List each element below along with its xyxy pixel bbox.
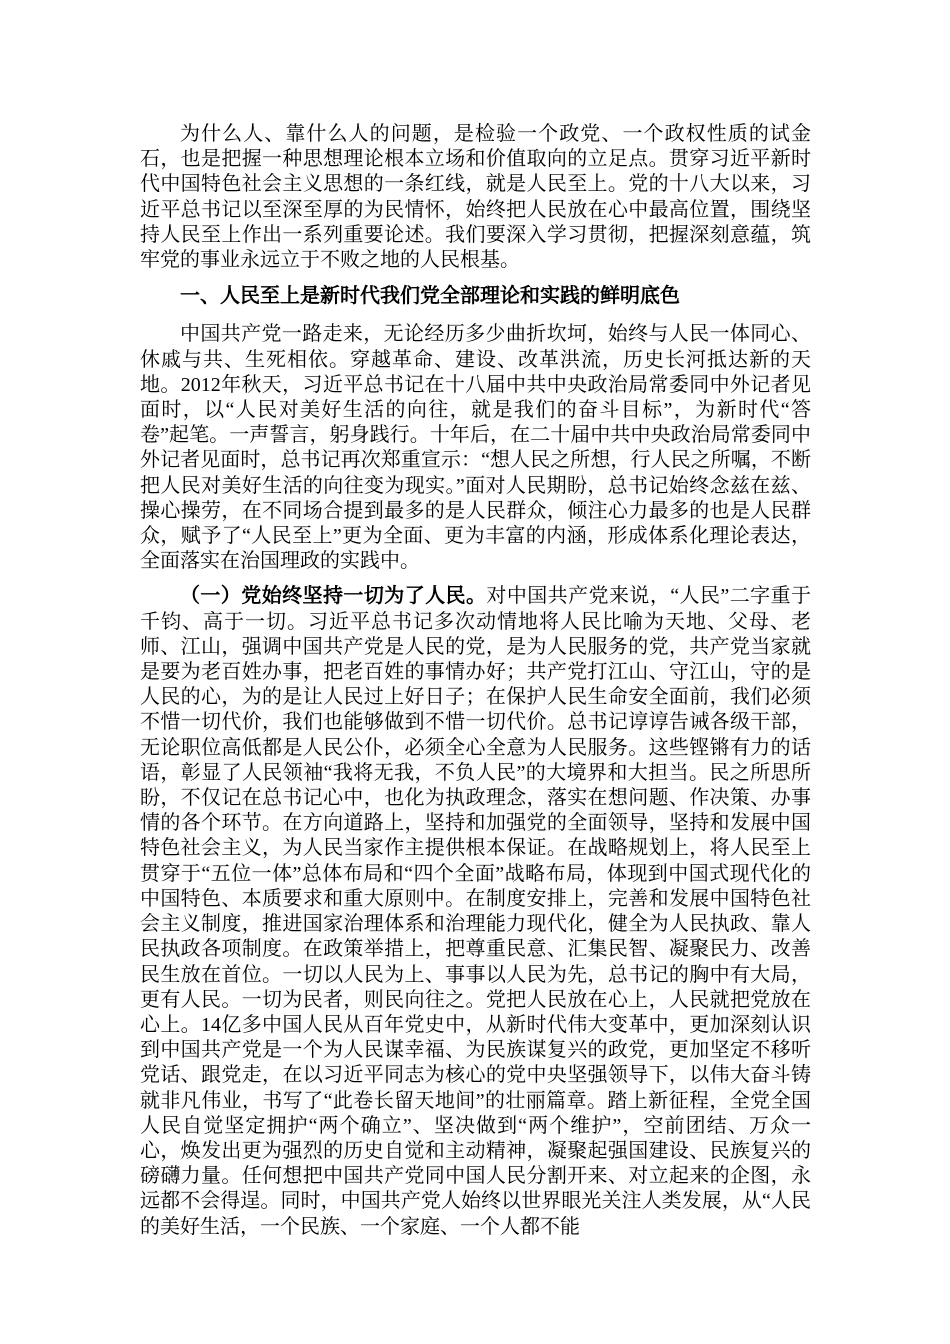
paragraph-intro: 为什么人、靠什么人的问题，是检验一个政党、一个政权性质的试金石，也是把握一种思想理论根本立场和价值取向的立足点。贯穿习近平新时代中国特色社会主义思想的一条红线，就是人民至上。党的十八大以来，习近平总书记以至深至厚的为民情怀，始终把人民放在心中最高位置，围绕坚持人民至上作出一系列重要论述。我们要深入学习贯彻，把握深刻意蕴，筑牢党的事业永远立于不败之地的人民根基。 <box>140 123 811 272</box>
paragraph-overview: 中国共产党一路走来，无论经历多少曲折坎坷，始终与人民一体同心、休戚与共、生死相依。穿越革命、建设、改革洪流，历史长河抵达新的天地。2012年秋天，习近平总书记在十八届中共中央政治局常委同中外记者见面时，以“人民对美好生活的向往，就是我们的奋斗目标”，为新时代“答卷”起笔。一声誓言，躬身践行。十年后，在二十届中共中央政治局常委同中外记者见面时，总书记再次郑重宣示：“想人民之所想，行人民之所嘱，不断把人民对美好生活的向往变为现实。”面对人民期盼，总书记始终念兹在兹、操心操劳，在不同场合提到最多的是人民群众，倾注心力最多的也是人民群众，赋予了“人民至上”更为全面、更为丰富的内涵，形成体系化理论表达，全面落实在治国理政的实践中。 <box>140 323 811 573</box>
section-heading: 一、人民至上是新时代我们党全部理论和实践的鲜明底色 <box>180 285 680 308</box>
paragraph-point-one-lead: （一）党始终坚持一切为了人民。 <box>180 585 487 608</box>
paragraph-point-one-text: 对中国共产党来说，“人民”二字重于千钧、高于一切。习近平总书记多次动情地将人民比喻为天地、父母、老师、江山，强调中国共产党是人民的党，是为人民服务的党，共产党当家就是要为老百姓办事，把老百姓的事情办好；共产党打江山、守江山，守的是人民的心，为的是让人民过上好日子；在保护人民生命安全面前，我们必须不惜一切代价，我们也能够做到不惜一切代价。总书记谆谆告诫各级干部，无论职位高低都是人民公仆，必须全心全意为人民服务。这些铿锵有力的话语，彰显了人民领袖“我将无我，不负人民”的大境界和大担当。民之所思所盼，不仅记在总书记心中，也化为执政理念，落实在想问题、作决策、办事情的各个环节。在方向道路上，坚持和加强党的全面领导，坚持和发展中国特色社会主义，为人民当家作主提供根本保证。在战略规划上，将人民至上贯穿于“五位一体”总体布局和“四个全面”战略布局，体现到中国式现代化的中国特色、本质要求和重大原则中。在制度安排上，完善和发展中国特色社会主义制度，推进国家治理体系和治理能力现代化，健全为人民执政、靠人民执政各项制度。在政策举措上，把尊重民意、汇集民智、凝聚民力、改善民生放在首位。一切以人民为上、事事以人民为先，总书记的胸中有大局，更有人民。一切为民者，则民向往之。党把人民放在心上，人民就把党放在心上。14亿多中国人民从百年党史中，从新时代伟大变革中，更加深刻认识到中国共产党是一个为人民谋幸福、为民族谋复兴的政党，更加坚定不移听党话、跟党走，在以习近平同志为核心的党中央坚强领导下，以伟大奋斗铸就非凡伟业，书写了“此卷长留天地间”的壮丽篇章。踏上新征程，全党全国人民自觉坚定拥护“两个确立”、坚决做到“两个维护”，空前团结、万众一心，焕发出更为强烈的历史自觉和主动精神，凝聚起强国建设、民族复兴的磅礴力量。任何想把中国共产党同中国人民分割开来、对立起来的企图，永远都不会得逞。同时，中国共产党人始终以世界眼光关注人类发展，从“人民的美好生活，一个民族、一个家庭、一个人都不能 <box>140 585 811 1238</box>
paragraph-point-one <box>140 584 811 1239</box>
